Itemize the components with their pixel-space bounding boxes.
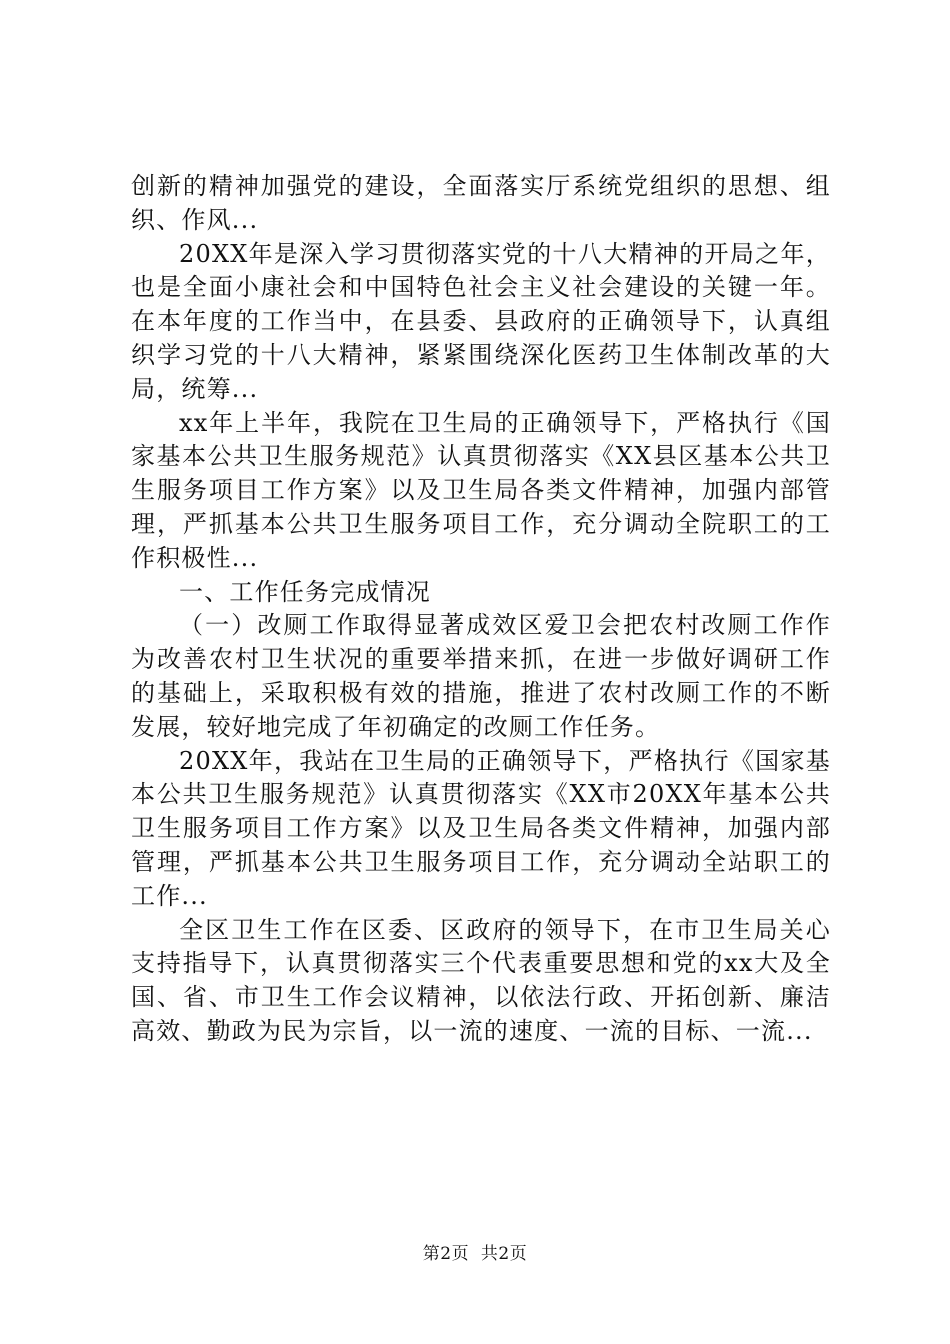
- footer-spacer: [469, 1244, 481, 1264]
- paragraph-7: 全区卫生工作在区委、区政府的领导下，在市卫生局关心支持指导下，认真贯彻落实三个代表重要思想和党的xx大及全国、省、市卫生工作会议精神，以依法行政、开拓创新、廉洁高效、勤政为民为宗旨，以一流的速度、一流的目标、一流...: [131, 915, 831, 1045]
- page-number: 第2页: [422, 1244, 470, 1264]
- paragraph-2: 20XX年是深入学习贯彻落实党的十八大精神的开局之年，也是全面小康社会和中国特色社会主义社会建设的关键一年。在本年度的工作当中，在县委、县政府的正确领导下，认真组织学习党的十八大精神，紧紧围绕深化医药卫生体制改革的大局，统筹...: [131, 239, 831, 403]
- paragraph-5: （一）改厕工作取得显著成效区爱卫会把农村改厕工作作为改善农村卫生状况的重要举措来抓，在进一步做好调研工作的基础上，采取积极有效的措施，推进了农村改厕工作的不断发展，较好地完成了年初确定的改厕工作任务。: [131, 611, 831, 741]
- section-heading: 一、工作任务完成情况: [179, 577, 431, 606]
- paragraph-1: 创新的精神加强党的建设，全面落实厅系统党组织的思想、组织、作风...: [131, 172, 831, 234]
- paragraph-3: xx年上半年，我院在卫生局的正确领导下，严格执行《国家基本公共卫生服务规范》认真贯彻落实《XX县区基本公共卫生服务项目工作方案》以及卫生局各类文件精神，加强内部管理，严抓基本公共卫生服务项目工作，充分调动全院职工的工作积极性...: [131, 408, 831, 572]
- total-pages: 共2页: [480, 1244, 528, 1264]
- document-body: [131, 170, 831, 1049]
- page-footer: [0, 1243, 950, 1265]
- paragraph-6: 20XX年，我站在卫生局的正确领导下，严格执行《国家基本公共卫生服务规范》认真贯彻落实《XX市20XX年基本公共卫生服务项目工作方案》以及卫生局各类文件精神，加强内部管理，严抓基本公共卫生服务项目工作，充分调动全站职工的工作...: [131, 746, 831, 910]
